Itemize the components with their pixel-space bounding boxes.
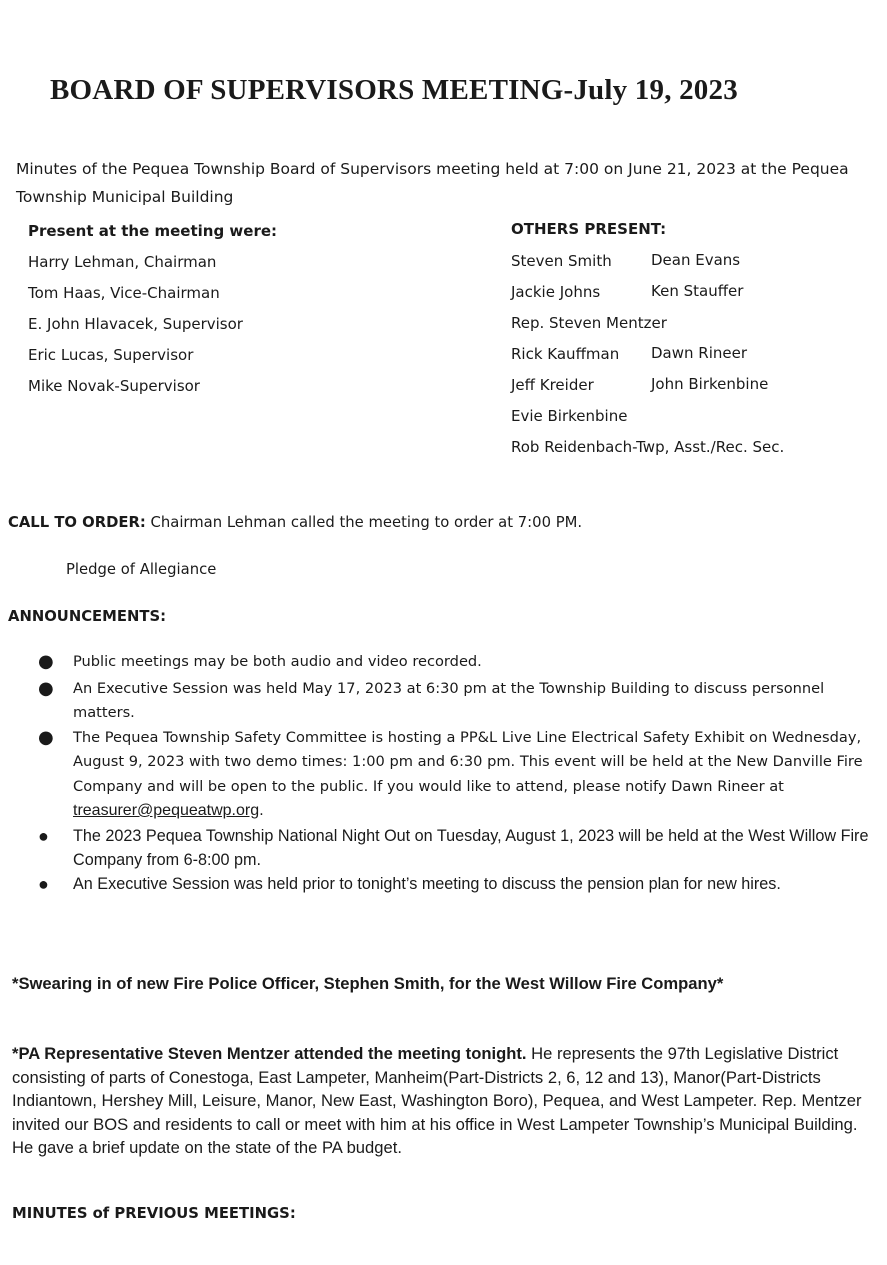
others-name: Steven Smith xyxy=(511,252,612,270)
intro-paragraph: Minutes of the Pequea Township Board of Supervisors meeting held at 7:00 on June 21, 2023 at the Pequea Township Municipal Building xyxy=(16,160,849,206)
others-name: Evie Birkenbine xyxy=(511,407,628,425)
list-item xyxy=(36,650,881,675)
announcement-text: Public meetings may be both audio and video recorded. xyxy=(73,653,482,670)
present-member: Harry Lehman, Chairman xyxy=(28,253,217,271)
others-name: Rep. Steven Mentzer xyxy=(511,314,667,332)
present-member: Mike Novak-Supervisor xyxy=(28,377,200,395)
announcements-list xyxy=(36,650,881,896)
others-name: John Birkenbine xyxy=(651,375,769,393)
pledge-line: Pledge of Allegiance xyxy=(66,561,217,578)
bullet-icon: ● xyxy=(38,677,54,699)
list-item xyxy=(36,872,881,896)
present-heading: Present at the meeting were: xyxy=(28,222,278,240)
call-to-order xyxy=(8,514,582,531)
others-heading: OTHERS PRESENT: xyxy=(511,220,667,238)
present-member: E. John Hlavacek, Supervisor xyxy=(28,315,243,333)
others-name: Dawn Rineer xyxy=(651,344,748,362)
call-to-order-label: CALL TO ORDER: xyxy=(8,514,146,531)
representative-text: He represents the 97th Legislative District consisting of parts of Conestoga, East Lampeter, Manheim(Part-Districts 2, 6, 12 and 13), Manor(Part-Districts Indiantown, Hershey Mill, Leisure, Manor, New East, Washington Boro), Pequea, and West Lampeter. Rep. Mentzer invited our BOS and residents to call or meet with him at his office in West Lampeter Township’s Municipal Building. He gave a brief update on the state of the PA budget. xyxy=(12,1044,862,1158)
announcement-text: The Pequea Township Safety Committee is hosting a PP&L Live Line Electrical Safety Exhibit on Wednesday, August 9, 2023 with two demo times: 1:00 pm and 6:30 pm. This event will be held at the New Danville Fire Company and will be open to the public. If you would like to attend, please notify Dawn Rineer at xyxy=(73,728,863,795)
email-suffix: . xyxy=(259,802,264,819)
list-item xyxy=(36,726,881,824)
announcements-heading: ANNOUNCEMENTS: xyxy=(8,608,167,625)
call-to-order-text: Chairman Lehman called the meeting to order at 7:00 PM. xyxy=(150,514,583,531)
email-link[interactable]: treasurer@pequeatwp.org xyxy=(73,802,260,819)
bullet-icon: ● xyxy=(38,873,49,894)
representative-lead: *PA Representative Steven Mentzer attended the meeting tonight. xyxy=(12,1044,527,1063)
bullet-icon: ● xyxy=(38,651,54,672)
present-member: Tom Haas, Vice-Chairman xyxy=(28,284,220,302)
list-item xyxy=(36,824,881,872)
list-item xyxy=(36,677,881,726)
others-name: Jackie Johns xyxy=(511,283,601,301)
present-member: Eric Lucas, Supervisor xyxy=(28,346,194,364)
announcement-text: An Executive Session was held prior to tonight’s meeting to discuss the pension plan for new hires. xyxy=(73,874,781,893)
announcement-text: The 2023 Pequea Township National Night Out on Tuesday, August 1, 2023 will be held at the West Willow Fire Company from 6-8:00 pm. xyxy=(73,826,869,869)
page-title: BOARD OF SUPERVISORS MEETING-July 19, 2023 xyxy=(50,74,738,106)
minutes-heading: MINUTES of PREVIOUS MEETINGS: xyxy=(12,1205,296,1222)
announcement-text: An Executive Session was held May 17, 2023 at 6:30 pm at the Township Building to discuss personnel matters. xyxy=(73,679,825,721)
representative-paragraph xyxy=(12,1042,880,1160)
others-name: Jeff Kreider xyxy=(511,376,594,394)
others-name: Rick Kauffman xyxy=(511,345,620,363)
others-name: Ken Stauffer xyxy=(651,282,744,300)
others-name: Dean Evans xyxy=(651,251,741,269)
bullet-icon: ● xyxy=(38,726,54,748)
others-name: Rob Reidenbach-Twp, Asst./Rec. Sec. xyxy=(511,438,785,456)
swearing-in-heading: *Swearing in of new Fire Police Officer, Stephen Smith, for the West Willow Fire Company* xyxy=(12,974,724,993)
bullet-icon: ● xyxy=(38,825,49,846)
